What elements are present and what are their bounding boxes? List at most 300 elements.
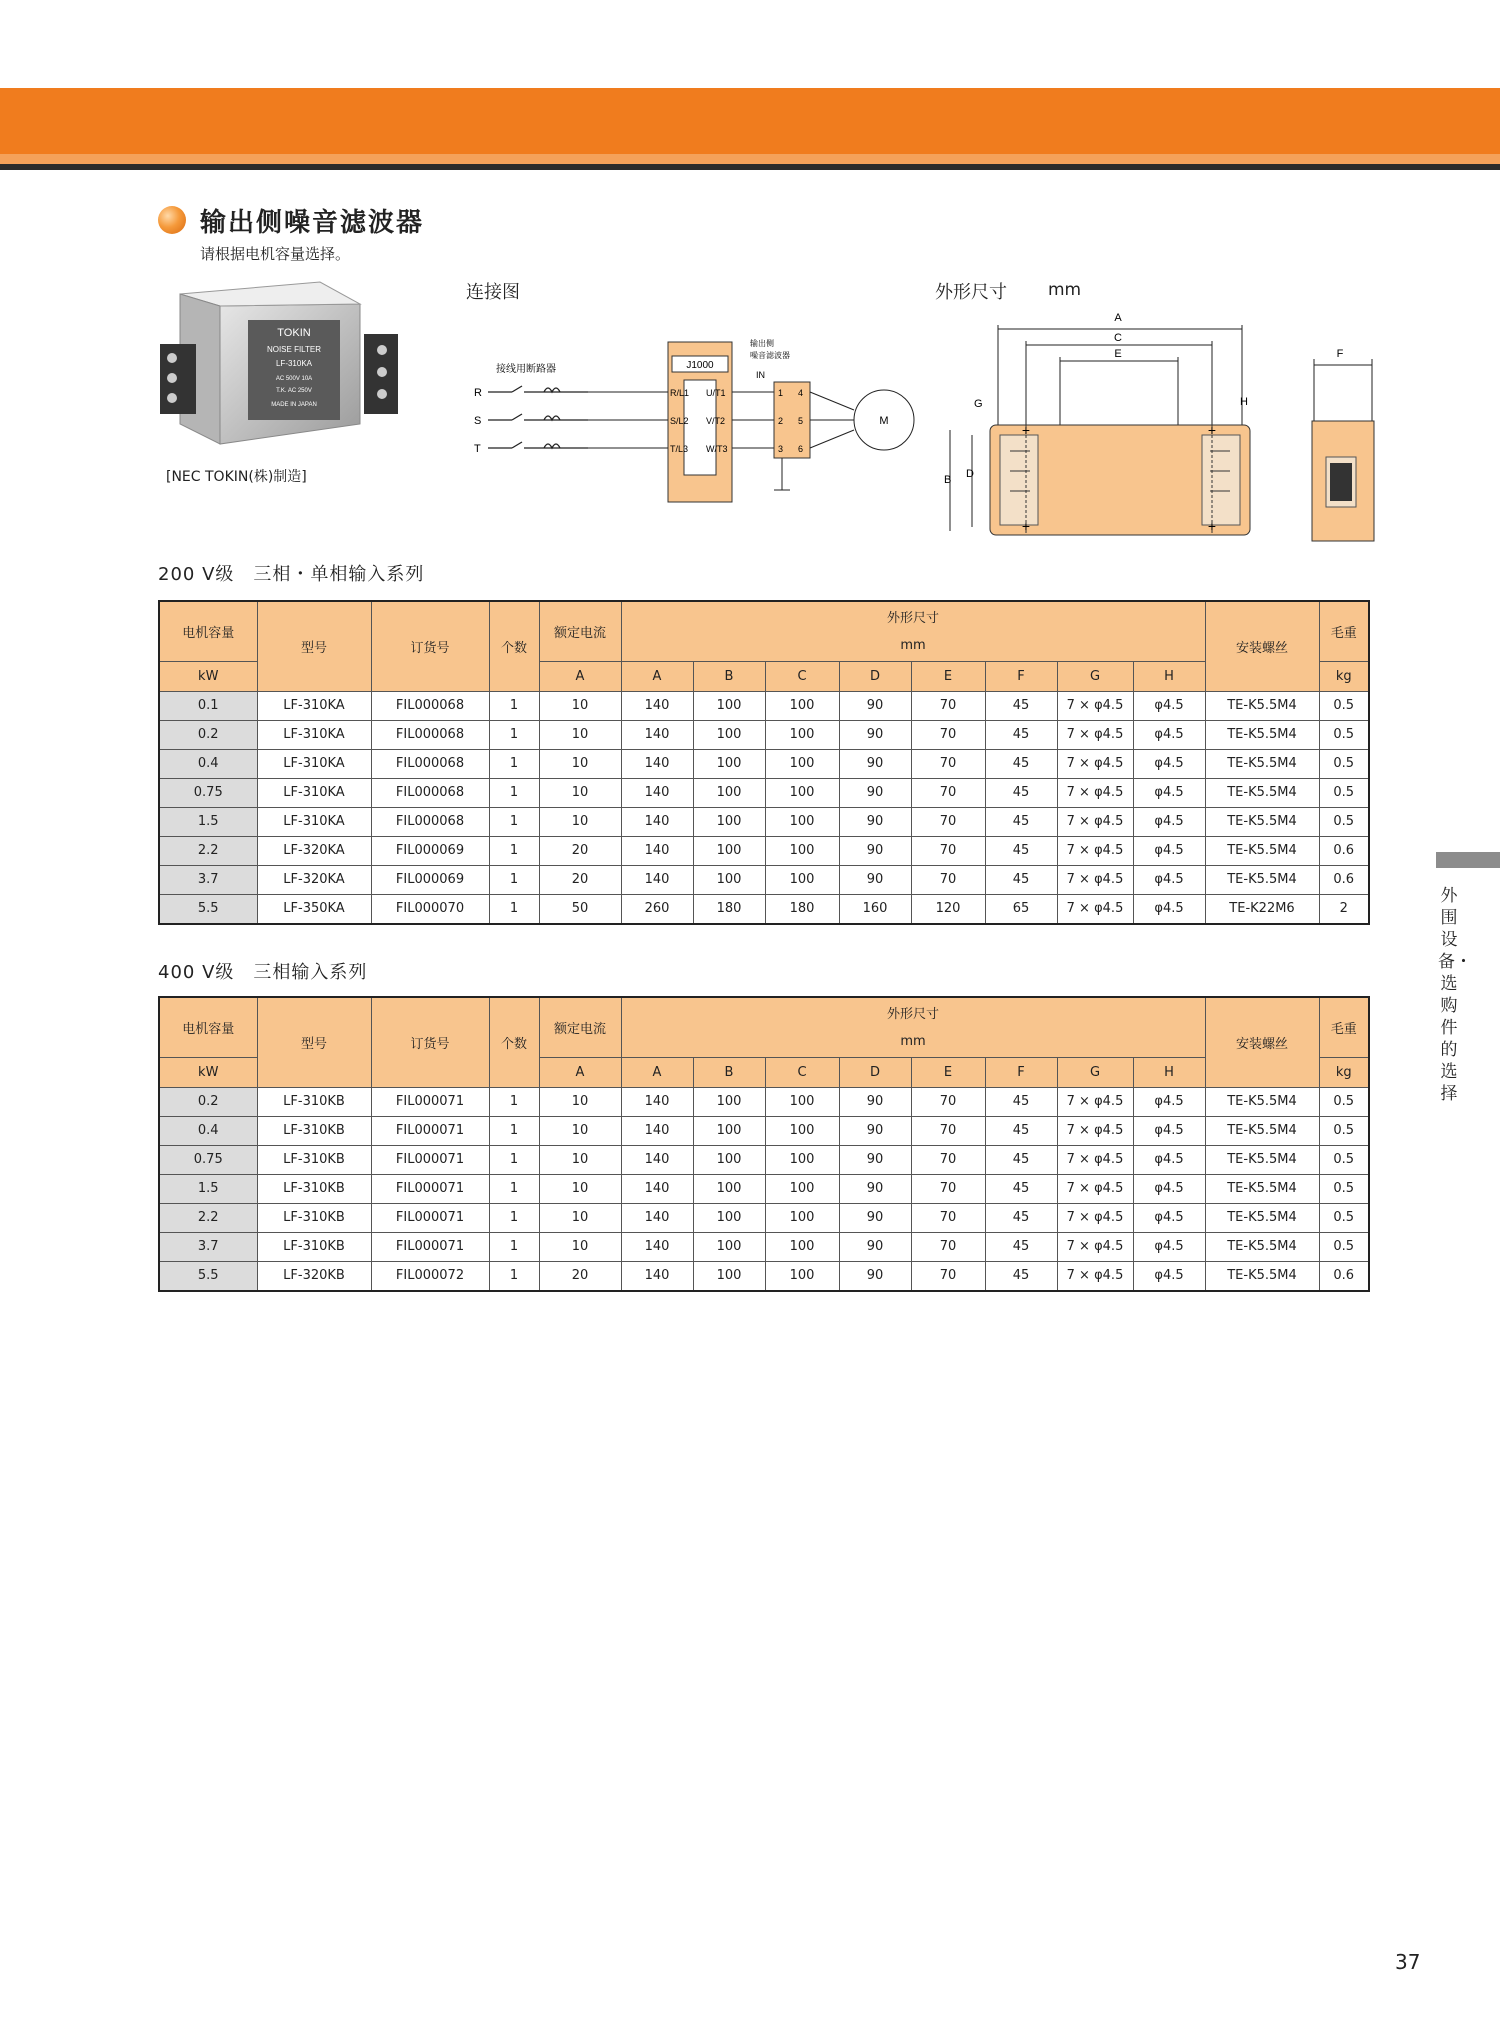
table-cell: TE-K5.5M4	[1205, 778, 1319, 807]
table-cell: 50	[539, 894, 621, 924]
table-cell: 10	[539, 807, 621, 836]
table-cell: 10	[539, 1174, 621, 1203]
table-cell: 1	[489, 894, 539, 924]
filter-label-2: 噪音滤波器	[750, 351, 790, 360]
header-dims: 外形尺寸	[621, 601, 1205, 631]
table-cell: φ4.5	[1133, 836, 1205, 865]
dim-h-label: H	[1240, 396, 1248, 408]
header-dim-d: D	[839, 1057, 911, 1087]
table-cell: 0.5	[1319, 1116, 1369, 1145]
table-cell: 90	[839, 691, 911, 720]
page-number: 37	[1395, 1950, 1421, 1974]
table-cell: FIL000071	[371, 1203, 489, 1232]
table-cell: 260	[621, 894, 693, 924]
table-cell: FIL000068	[371, 691, 489, 720]
table-cell: 10	[539, 1203, 621, 1232]
table-cell: 100	[765, 1145, 839, 1174]
table-cell: 10	[539, 1087, 621, 1116]
table-cell: 140	[621, 1232, 693, 1261]
table-200v-body	[159, 691, 1369, 924]
table-cell: 3.7	[159, 865, 257, 894]
header-dims-unit: mm	[621, 631, 1205, 661]
table-cell: FIL000068	[371, 749, 489, 778]
table-cell: 180	[765, 894, 839, 924]
table-cell: 45	[985, 865, 1057, 894]
table-400v-body	[159, 1087, 1369, 1291]
header-dim-g: G	[1057, 661, 1133, 691]
table-cell: FIL000068	[371, 720, 489, 749]
filter-in-label: IN	[756, 370, 765, 380]
table-200v-title: 200 V级 三相・单相输入系列	[158, 564, 425, 585]
table-cell: LF-310KA	[257, 749, 371, 778]
header-motor-unit: kW	[159, 661, 257, 691]
table-row	[159, 836, 1369, 865]
table-cell: 5.5	[159, 1261, 257, 1291]
table-cell: 100	[693, 1087, 765, 1116]
table-cell: 90	[839, 1203, 911, 1232]
table-cell: 0.6	[1319, 865, 1369, 894]
table-cell: FIL000069	[371, 865, 489, 894]
photo-brand-text: TOKIN	[277, 327, 311, 339]
table-cell: 0.1	[159, 691, 257, 720]
table-cell: 1	[489, 1232, 539, 1261]
header-dim-c: C	[765, 661, 839, 691]
table-cell: 100	[765, 807, 839, 836]
table-cell: FIL000072	[371, 1261, 489, 1291]
table-cell: 7 × φ4.5	[1057, 1087, 1133, 1116]
table-cell: 90	[839, 1116, 911, 1145]
table-cell: 2.2	[159, 836, 257, 865]
table-cell: 1	[489, 1203, 539, 1232]
table-cell: 100	[765, 720, 839, 749]
table-cell: φ4.5	[1133, 1087, 1205, 1116]
table-cell: 65	[985, 894, 1057, 924]
table-cell: TE-K5.5M4	[1205, 1145, 1319, 1174]
input-s-label: S/L2	[670, 416, 689, 426]
table-cell: 7 × φ4.5	[1057, 778, 1133, 807]
table-cell: FIL000071	[371, 1087, 489, 1116]
header-dim-h: H	[1133, 1057, 1205, 1087]
table-cell: φ4.5	[1133, 749, 1205, 778]
table-cell: 140	[621, 691, 693, 720]
table-cell: 70	[911, 1145, 985, 1174]
table-row	[159, 894, 1369, 924]
header-current-unit: A	[539, 1057, 621, 1087]
table-cell: TE-K5.5M4	[1205, 691, 1319, 720]
header-weight-unit: kg	[1319, 661, 1369, 691]
photo-origin-text: MADE IN JAPAN	[271, 402, 317, 408]
table-row	[159, 1116, 1369, 1145]
table-cell: 0.2	[159, 720, 257, 749]
table-cell: 45	[985, 778, 1057, 807]
table-cell: 0.5	[1319, 691, 1369, 720]
table-cell: φ4.5	[1133, 894, 1205, 924]
header-motor: 电机容量	[159, 997, 257, 1057]
header-motor: 电机容量	[159, 601, 257, 661]
table-cell: 0.5	[1319, 749, 1369, 778]
table-cell: 0.5	[1319, 1232, 1369, 1261]
svg-text:+: +	[1021, 518, 1031, 534]
table-cell: 100	[693, 1261, 765, 1291]
table-row	[159, 1145, 1369, 1174]
dimensions-title: 外形尺寸	[935, 282, 1007, 303]
table-cell: 0.5	[1319, 1087, 1369, 1116]
table-cell: 0.6	[1319, 1261, 1369, 1291]
table-cell: 7 × φ4.5	[1057, 691, 1133, 720]
table-cell: LF-310KA	[257, 778, 371, 807]
dim-g-label: G	[974, 398, 983, 410]
table-cell: TE-K5.5M4	[1205, 807, 1319, 836]
table-cell: 10	[539, 1232, 621, 1261]
table-cell: 1	[489, 720, 539, 749]
table-cell: TE-K5.5M4	[1205, 749, 1319, 778]
table-cell: 70	[911, 1174, 985, 1203]
table-cell: 180	[693, 894, 765, 924]
table-cell: φ4.5	[1133, 807, 1205, 836]
dim-d-label: D	[966, 468, 974, 480]
dim-a-label: A	[1114, 312, 1122, 324]
table-cell: 100	[765, 1116, 839, 1145]
table-cell: 7 × φ4.5	[1057, 1116, 1133, 1145]
table-cell: 0.4	[159, 1116, 257, 1145]
table-cell: 140	[621, 807, 693, 836]
table-cell: LF-320KB	[257, 1261, 371, 1291]
dimensions-front-drawing	[930, 305, 1270, 545]
header-weight: 毛重	[1319, 997, 1369, 1057]
table-cell: TE-K5.5M4	[1205, 1087, 1319, 1116]
input-t-label: T/L3	[670, 444, 689, 454]
table-cell: 0.75	[159, 778, 257, 807]
table-row	[159, 1232, 1369, 1261]
table-cell: 1	[489, 778, 539, 807]
table-cell: φ4.5	[1133, 1232, 1205, 1261]
table-row	[159, 1087, 1369, 1116]
table-cell: LF-310KB	[257, 1116, 371, 1145]
table-cell: 140	[621, 1145, 693, 1174]
table-cell: 7 × φ4.5	[1057, 720, 1133, 749]
table-cell: 100	[693, 749, 765, 778]
table-cell: FIL000068	[371, 807, 489, 836]
table-cell: 10	[539, 749, 621, 778]
filter-term-2: 2	[778, 416, 784, 426]
spec-table-200v	[158, 600, 1370, 925]
photo-rating2-text: T.K. AC 250V	[276, 388, 312, 394]
table-cell: 100	[693, 836, 765, 865]
table-cell: 1	[489, 807, 539, 836]
table-cell: 0.4	[159, 749, 257, 778]
table-cell: LF-310KA	[257, 691, 371, 720]
table-cell: 45	[985, 1116, 1057, 1145]
table-cell: φ4.5	[1133, 1116, 1205, 1145]
header-weight-unit: kg	[1319, 1057, 1369, 1087]
phase-s-label: S	[474, 415, 482, 427]
table-cell: 90	[839, 1087, 911, 1116]
table-cell: 45	[985, 807, 1057, 836]
dimensions-unit: mm	[1048, 280, 1082, 300]
table-cell: 100	[765, 1261, 839, 1291]
table-cell: 1	[489, 865, 539, 894]
table-cell: 70	[911, 720, 985, 749]
table-cell: TE-K22M6	[1205, 894, 1319, 924]
table-row	[159, 865, 1369, 894]
table-cell: 0.2	[159, 1087, 257, 1116]
filter-term-3: 3	[778, 444, 784, 454]
table-cell: 70	[911, 691, 985, 720]
header-dim-a: A	[621, 661, 693, 691]
table-cell: 140	[621, 778, 693, 807]
table-cell: 7 × φ4.5	[1057, 1145, 1133, 1174]
table-cell: 90	[839, 720, 911, 749]
table-cell: 100	[765, 778, 839, 807]
table-cell: 0.5	[1319, 1145, 1369, 1174]
table-row	[159, 807, 1369, 836]
table-cell: FIL000070	[371, 894, 489, 924]
table-cell: 100	[765, 1232, 839, 1261]
table-cell: LF-350KA	[257, 894, 371, 924]
table-cell: FIL000068	[371, 778, 489, 807]
table-cell: 0.5	[1319, 720, 1369, 749]
table-cell: 70	[911, 1203, 985, 1232]
header-dim-a: A	[621, 1057, 693, 1087]
table-cell: 120	[911, 894, 985, 924]
table-cell: 140	[621, 749, 693, 778]
table-cell: 70	[911, 1261, 985, 1291]
table-cell: φ4.5	[1133, 720, 1205, 749]
table-cell: 45	[985, 691, 1057, 720]
dimensions-side-drawing	[1300, 345, 1380, 545]
table-cell: LF-320KA	[257, 865, 371, 894]
header-screw: 安装螺丝	[1205, 601, 1319, 691]
table-cell: 0.6	[1319, 836, 1369, 865]
table-cell: LF-310KB	[257, 1203, 371, 1232]
breaker-label: 接线用断路器	[496, 364, 556, 375]
table-cell: 0.5	[1319, 807, 1369, 836]
header-dim-h: H	[1133, 661, 1205, 691]
table-cell: 70	[911, 865, 985, 894]
header-dim-b: B	[693, 1057, 765, 1087]
input-r-label: R/L1	[670, 388, 690, 398]
header-dim-e: E	[911, 1057, 985, 1087]
table-cell: FIL000071	[371, 1116, 489, 1145]
table-cell: 7 × φ4.5	[1057, 836, 1133, 865]
section-subtitle: 请根据电机容量选择。	[200, 245, 351, 263]
table-cell: 90	[839, 1145, 911, 1174]
table-cell: φ4.5	[1133, 778, 1205, 807]
header-dim-f: F	[985, 1057, 1057, 1087]
table-cell: 100	[765, 836, 839, 865]
header-order: 订货号	[371, 601, 489, 691]
table-cell: 100	[693, 1174, 765, 1203]
table-cell: 100	[765, 865, 839, 894]
noise-filter-photo	[160, 274, 400, 464]
wiring-diagram	[460, 330, 920, 510]
table-cell: 20	[539, 865, 621, 894]
header-band-rule	[0, 164, 1500, 170]
table-cell: 10	[539, 1116, 621, 1145]
table-cell: 45	[985, 749, 1057, 778]
table-cell: TE-K5.5M4	[1205, 1203, 1319, 1232]
table-cell: 90	[839, 865, 911, 894]
motor-label: M	[879, 415, 889, 427]
table-cell: 1	[489, 1174, 539, 1203]
table-cell: 1	[489, 1116, 539, 1145]
table-cell: 90	[839, 1174, 911, 1203]
table-cell: 0.75	[159, 1145, 257, 1174]
table-cell: 7 × φ4.5	[1057, 1174, 1133, 1203]
table-cell: 2.2	[159, 1203, 257, 1232]
table-cell: 70	[911, 1087, 985, 1116]
table-cell: 100	[693, 807, 765, 836]
table-cell: 7 × φ4.5	[1057, 865, 1133, 894]
table-cell: LF-320KA	[257, 836, 371, 865]
table-cell: 10	[539, 1145, 621, 1174]
table-cell: φ4.5	[1133, 865, 1205, 894]
table-cell: 20	[539, 836, 621, 865]
header-dims-unit: mm	[621, 1027, 1205, 1057]
table-row	[159, 1203, 1369, 1232]
table-cell: TE-K5.5M4	[1205, 1174, 1319, 1203]
table-cell: 90	[839, 778, 911, 807]
table-cell: TE-K5.5M4	[1205, 1116, 1319, 1145]
table-cell: 7 × φ4.5	[1057, 1232, 1133, 1261]
table-cell: φ4.5	[1133, 1203, 1205, 1232]
table-cell: LF-310KB	[257, 1087, 371, 1116]
output-w-label: W/T3	[706, 444, 728, 454]
header-dim-d: D	[839, 661, 911, 691]
table-cell: 100	[693, 778, 765, 807]
filter-label-1: 输出侧	[750, 339, 774, 348]
table-cell: LF-310KA	[257, 807, 371, 836]
output-u-label: U/T1	[706, 388, 726, 398]
table-cell: 45	[985, 720, 1057, 749]
table-cell: 0.5	[1319, 1174, 1369, 1203]
header-band-accent	[0, 154, 1500, 164]
mount-hole-icon: +	[1021, 422, 1031, 438]
table-cell: 100	[693, 720, 765, 749]
bullet-icon	[158, 206, 186, 234]
table-cell: 100	[693, 865, 765, 894]
table-cell: 10	[539, 720, 621, 749]
table-400v-title: 400 V级 三相输入系列	[158, 962, 368, 983]
table-cell: FIL000071	[371, 1174, 489, 1203]
table-cell: 100	[693, 691, 765, 720]
table-cell: 140	[621, 1174, 693, 1203]
header-dim-g: G	[1057, 1057, 1133, 1087]
table-cell: 1	[489, 1087, 539, 1116]
table-cell: φ4.5	[1133, 691, 1205, 720]
table-cell: TE-K5.5M4	[1205, 1261, 1319, 1291]
table-cell: 140	[621, 1116, 693, 1145]
header-dim-f: F	[985, 661, 1057, 691]
table-cell: 90	[839, 807, 911, 836]
header-current: 额定电流	[539, 601, 621, 661]
table-cell: 1	[489, 749, 539, 778]
table-cell: 45	[985, 1145, 1057, 1174]
dim-e-label: E	[1114, 348, 1122, 360]
filter-term-6: 6	[798, 444, 804, 454]
table-cell: LF-310KA	[257, 720, 371, 749]
table-cell: FIL000071	[371, 1145, 489, 1174]
table-cell: 70	[911, 836, 985, 865]
dim-f-label: F	[1336, 348, 1344, 360]
table-cell: 3.7	[159, 1232, 257, 1261]
table-cell: TE-K5.5M4	[1205, 836, 1319, 865]
side-tab-marker	[1436, 852, 1500, 868]
table-cell: 45	[985, 1261, 1057, 1291]
table-cell: FIL000069	[371, 836, 489, 865]
table-cell: 10	[539, 778, 621, 807]
table-cell: LF-310KB	[257, 1145, 371, 1174]
header-model: 型号	[257, 997, 371, 1087]
filter-term-1: 1	[778, 388, 784, 398]
table-cell: 140	[621, 1203, 693, 1232]
filter-term-4: 4	[798, 388, 804, 398]
dim-b-label: B	[944, 474, 952, 486]
table-cell: 20	[539, 1261, 621, 1291]
table-cell: 100	[693, 1116, 765, 1145]
table-cell: FIL000071	[371, 1232, 489, 1261]
table-cell: 100	[765, 1087, 839, 1116]
table-cell: 70	[911, 778, 985, 807]
filter-term-5: 5	[798, 416, 804, 426]
table-cell: 70	[911, 749, 985, 778]
table-cell: 160	[839, 894, 911, 924]
table-cell: 70	[911, 1232, 985, 1261]
table-cell: 10	[539, 691, 621, 720]
svg-text:+: +	[1207, 518, 1217, 534]
table-cell: 45	[985, 836, 1057, 865]
table-cell: φ4.5	[1133, 1145, 1205, 1174]
table-row	[159, 778, 1369, 807]
table-cell: 7 × φ4.5	[1057, 749, 1133, 778]
table-row	[159, 749, 1369, 778]
header-current: 额定电流	[539, 997, 621, 1057]
table-row	[159, 720, 1369, 749]
table-cell: 100	[693, 1232, 765, 1261]
svg-text:+: +	[1207, 422, 1217, 438]
photo-model-text: LF-310KA	[275, 359, 313, 368]
table-cell: 1.5	[159, 807, 257, 836]
table-cell: TE-K5.5M4	[1205, 720, 1319, 749]
table-cell: 90	[839, 1261, 911, 1291]
header-dim-c: C	[765, 1057, 839, 1087]
inverter-label: J1000	[686, 360, 714, 371]
photo-type-text: NOISE FILTER	[266, 345, 322, 354]
table-cell: 5.5	[159, 894, 257, 924]
header-dim-e: E	[911, 661, 985, 691]
table-cell: 0.5	[1319, 1203, 1369, 1232]
table-cell: LF-310KB	[257, 1174, 371, 1203]
header-screw: 安装螺丝	[1205, 997, 1319, 1087]
table-cell: 7 × φ4.5	[1057, 1261, 1133, 1291]
table-cell: 1	[489, 1261, 539, 1291]
table-cell: 100	[765, 1203, 839, 1232]
table-row	[159, 1174, 1369, 1203]
table-cell: 7 × φ4.5	[1057, 894, 1133, 924]
table-cell: 7 × φ4.5	[1057, 807, 1133, 836]
table-cell: 45	[985, 1174, 1057, 1203]
table-cell: 2	[1319, 894, 1369, 924]
table-row	[159, 691, 1369, 720]
table-cell: 0.5	[1319, 778, 1369, 807]
table-cell: TE-K5.5M4	[1205, 865, 1319, 894]
table-cell: 140	[621, 836, 693, 865]
spec-table-400v	[158, 996, 1370, 1292]
table-cell: 90	[839, 836, 911, 865]
table-cell: 140	[621, 1261, 693, 1291]
dim-c-label: C	[1114, 332, 1122, 344]
table-cell: 100	[693, 1145, 765, 1174]
